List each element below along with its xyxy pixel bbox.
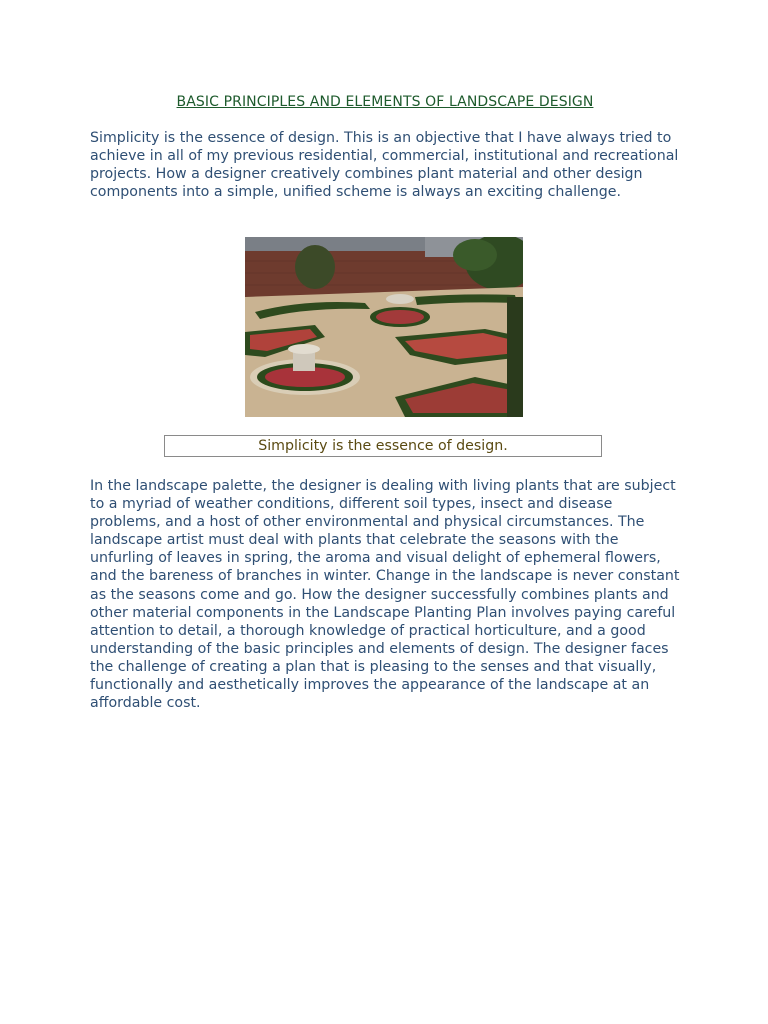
document-title: BASIC PRINCIPLES AND ELEMENTS OF LANDSCAPE DESIGN xyxy=(176,94,594,110)
intro-paragraph: Simplicity is the essence of design. This is an objective that I have always tried to achieve in all of my previous residential, commercial, institutional and recreational projects. How a designer creatively combines plant material and other design components into a simple, unified scheme is always an exciting challenge. xyxy=(90,130,679,201)
garden-photo-illustration xyxy=(245,237,523,417)
figure-caption: Simplicity is the essence of design. xyxy=(164,435,602,457)
body-paragraph: In the landscape palette, the designer is dealing with living plants that are subject to a myriad of weather conditions, different soil types, insect and disease problems, and a host of other environmental and physical circumstances. The landscape artist must deal with plants that celebrate the seasons with the unfurling of leaves in spring, the aroma and visual delight of ephemeral flowers, and the bareness of branches in winter. Change in the landscape is never constant as the seasons come and go. How the designer successfully combines plants and other material components in the Landscape Planting Plan involves paying careful attention to detail, a thorough knowledge of practical horticulture, and a good understanding of the basic principles and elements of design. The designer faces the challenge of creating a plan that is pleasing to the senses and that visually, functionally and aesthetically improves the appearance of the landscape at an affordable cost. xyxy=(90,478,680,712)
garden-photo xyxy=(245,237,523,417)
